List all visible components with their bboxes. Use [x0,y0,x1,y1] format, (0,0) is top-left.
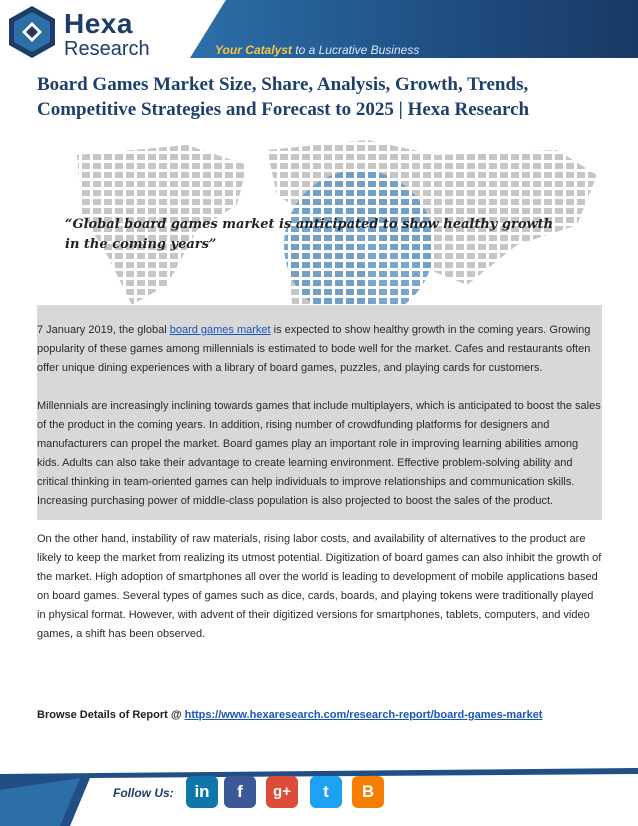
page-title: Board Games Market Size, Share, Analysis, Growth, Trends, Competitive Strategies and Forecast to 2025 | Hexa Research [37,74,530,120]
logo-wordmark-research: Research [64,38,150,60]
paragraph-3: On the other hand, instability of raw materials, rising labor costs, and availability of alternatives to the product are likely to keep the market from realizing its utmost potential. Digitization of board games can also inhibit the growth of the market. High adoption of smartphones all over the world is leading to development of mobile applications based on board games. Several types of games such as dice, cards, boards, and playing tokens were traditionally played in physical format. However, with advent of their digitized versions for smartphones, tablets, computers, and video games, a shift has been observed. [37,533,602,640]
tagline [215,43,419,57]
facebook-icon[interactable]: f [224,776,256,808]
twitter-icon[interactable]: t [310,776,342,808]
browse-details-line [37,709,542,721]
article-body [37,321,603,663]
header [0,0,638,64]
paragraph-1 [37,321,603,378]
paragraph-1-prefix: 7 January 2019, the global [37,324,170,336]
follow-us-label: Follow Us: [113,786,174,800]
paragraph-1-suffix: is expected to show healthy growth in the coming years. Growing popularity of these games among millennials is estimated to bode well for the market. Cafes and restaurants often offer unique dining experiences with a library of board games, puzzles, and playing cards for customers. [37,324,591,374]
paragraph-2: Millennials are increasingly inclining towards games that include multiplayers, which is anticipated to boost the sales of the product in the coming years. In addition, rising number of crowdfunding platforms for designers and manufacturers can propel the market. Board games play an important role in improving learning abilities among kids. Adults can also take their advantage to create learning environment. Effective problem-solving ability and critical thinking in team-oriented games can help individuals to improve relationships and communication skills. Increasing purchasing power of middle-class population is also projected to boost the sales of the product. [37,400,601,507]
hexagon-logo-icon [6,4,58,60]
googleplus-icon[interactable]: g+ [266,776,298,808]
logo-wordmark-hexa: Hexa [64,8,133,39]
blogger-icon[interactable]: B [352,776,384,808]
tagline-highlight: Your Catalyst [215,43,292,57]
browse-label: Browse Details of Report @ [37,709,185,721]
board-games-market-link[interactable]: board games market [169,324,271,336]
report-url-link[interactable]: https://www.hexaresearch.com/research-report/board-games-market [184,709,543,721]
headline-quote: “Global board games market is anticipated to show healthy growth in the coming years” [65,217,554,252]
hexa-research-logo[interactable] [6,4,156,60]
tagline-rest: to a Lucrative Business [291,43,420,57]
linkedin-icon[interactable]: in [186,776,218,808]
